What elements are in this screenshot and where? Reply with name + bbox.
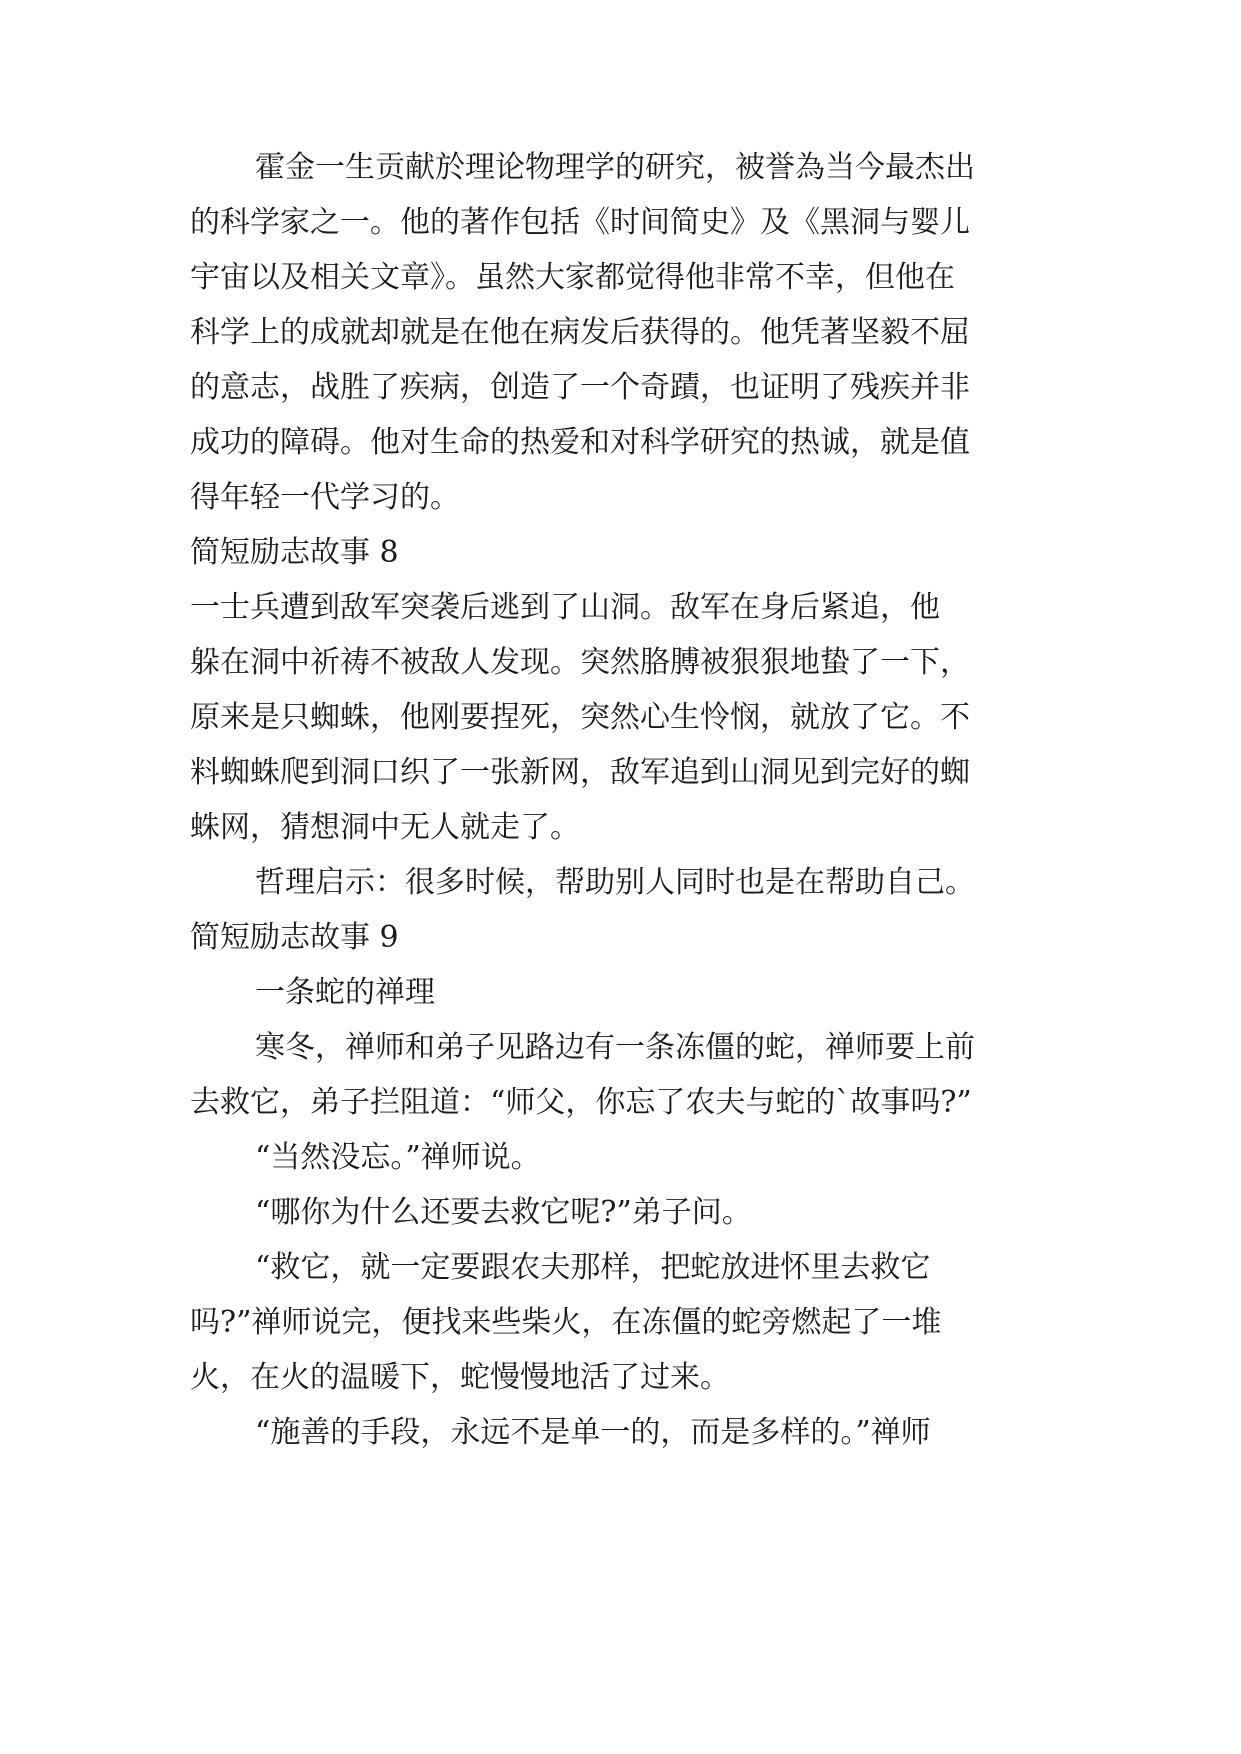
paragraph-line: 的意志，战胜了疾病，创造了一个奇蹟，也证明了残疾并非 [190,370,970,405]
paragraph-line: 躲在洞中祈祷不被敌人发现。突然胳膊被狠狠地蛰了一下， [190,645,970,680]
paragraph-line: 科学上的成就却就是在他在病发后获得的。他凭著坚毅不屈 [190,315,970,350]
paragraph-line: 得年轻一代学习的。 [190,480,460,515]
paragraph-line: “救它，就一定要跟农夫那样，把蛇放进怀里去救它 [255,1250,931,1285]
paragraph-line: 火，在火的温暖下，蛇慢慢地活了过来。 [190,1360,730,1395]
story-heading: 简短励志故事 8 [190,535,399,570]
paragraph-line: 一士兵遭到敌军突袭后逃到了山洞。敌军在身后紧追，他 [190,590,940,625]
paragraph-line: 蛛网，猜想洞中无人就走了。 [190,810,580,845]
paragraph-line: 成功的障碍。他对生命的热爱和对科学研究的热诚，就是值 [190,425,970,460]
paragraph-line: 的科学家之一。他的著作包括《时间简史》及《黑洞与婴儿 [190,205,970,240]
paragraph-line: 霍金一生贡献於理论物理学的研究，被誉為当今最杰出 [255,150,975,185]
paragraph-line: 去救它，弟子拦阻道：“师父，你忘了农夫与蛇的`故事吗?” [190,1085,972,1120]
paragraph-line: 宇宙以及相关文章》。虽然大家都觉得他非常不幸，但他在 [190,260,955,295]
paragraph-line: “哪你为什么还要去救它呢?”弟子问。 [255,1195,752,1230]
paragraph-line: 哲理启示：很多时候，帮助别人同时也是在帮助自己。 [255,865,975,900]
paragraph-line: 寒冬，禅师和弟子见路边有一条冻僵的蛇，禅师要上前 [255,1030,975,1065]
paragraph-line: 原来是只蜘蛛，他刚要捏死，突然心生怜悯，就放了它。不 [190,700,970,735]
story-heading: 简短励志故事 9 [190,920,399,955]
paragraph-line: “施善的手段，永远不是单一的，而是多样的。”禅师 [255,1415,931,1450]
story-subtitle: 一条蛇的禅理 [255,975,435,1010]
paragraph-line: 吗?”禅师说完，便找来些柴火，在冻僵的蛇旁燃起了一堆 [190,1305,942,1340]
paragraph-line: 料蜘蛛爬到洞口织了一张新网，敌军追到山洞见到完好的蜘 [190,755,970,790]
paragraph-line: “当然没忘。”禅师说。 [255,1140,541,1175]
